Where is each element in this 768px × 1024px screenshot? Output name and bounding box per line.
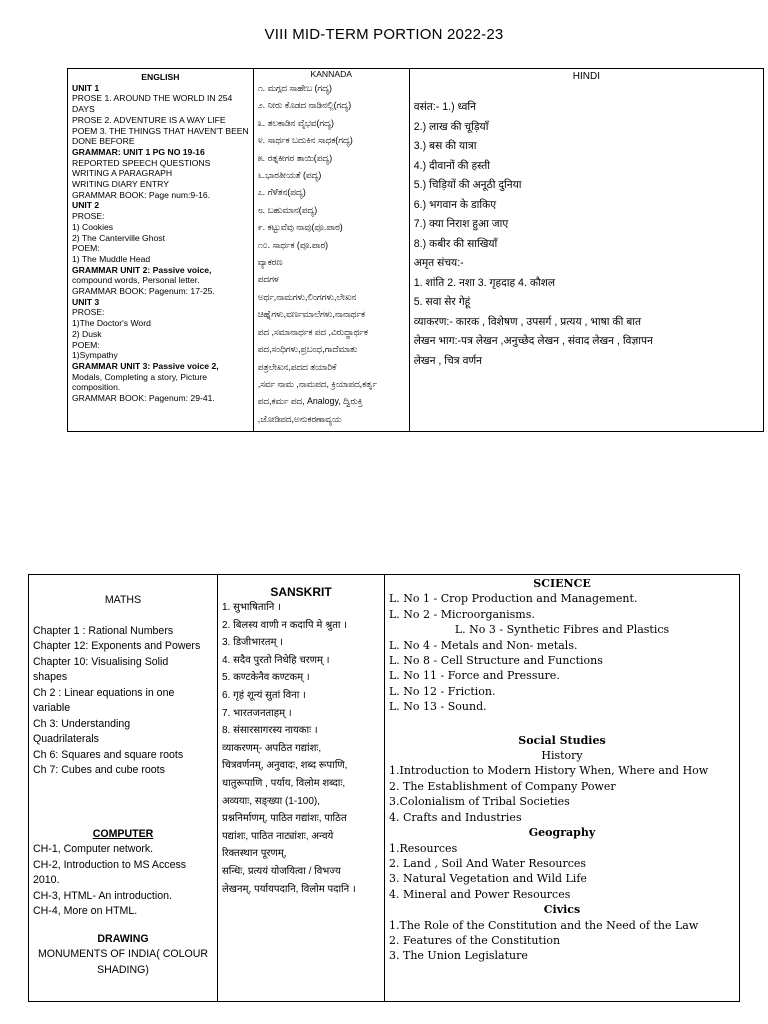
drawing-line: SHADING)	[97, 963, 149, 976]
history-line: 4. Crafts and Industries	[389, 810, 522, 824]
english-line: 1) Cookies	[72, 221, 114, 232]
maths-line: Chapter 1 : Rational Numbers	[33, 624, 174, 637]
english-line: WRITING DIARY ENTRY	[72, 179, 169, 190]
geography-line: 1.Resources	[389, 841, 458, 855]
science-line: L. No 11 - Force and Pressure.	[389, 669, 560, 683]
english-line: Modals, Completing a story, Picture	[72, 371, 208, 382]
sanskrit-line: 1. सुभाषितानि ।	[222, 602, 281, 613]
kannada-line: ೧೦. ಸಾರ್ಥಕ (ಪೂ.ಪಾಠ)	[257, 239, 329, 250]
sanskrit-line: 3. डिजीभारतम् ।	[222, 637, 284, 649]
sanskrit-line: प्रश्ननिर्माणम्, पाठित गद्यांशः, पाठित	[222, 813, 347, 825]
maths-line: Ch 6: Squares and square roots	[33, 748, 184, 761]
english-line: 1) The Muddle Head	[72, 253, 151, 264]
english-line: POEM 3. THE THINGS THAT HAVEN'T BEEN	[72, 125, 249, 136]
sanskrit-line: 8. संसारसागरस्य नायकाः ।	[222, 725, 318, 737]
maths-line: shapes	[33, 671, 68, 683]
hindi-line: 8.) कबीर की साखियाँ	[413, 237, 498, 250]
history-header: History	[541, 749, 583, 763]
civics-line: 3. The Union Legislature	[389, 949, 528, 963]
hindi-line: 2.) लाख की चूड़ियाँ	[413, 120, 489, 133]
hindi-line: 5.) चिड़ियों की अनूठी दुनिया	[413, 179, 522, 191]
kannada-line: ಚಿಹ್ನೆಗಳು,ವರ್ಣಮಾಲೆಗಳು,ನಾನಾರ್ಥಕ	[257, 309, 366, 320]
maths-list	[33, 624, 213, 779]
maths-computer-drawing-cell	[29, 575, 218, 1002]
maths-line: Ch 2 : Linear equations in one	[33, 686, 175, 699]
kannada-line: ೬.ಭಾರತೀಯತೆ (ಪದ್ಯ)	[257, 170, 322, 181]
english-line: GRAMMAR BOOK: Pagenum: 17-25.	[72, 286, 215, 297]
english-line: GRAMMAR UNIT 3: Passive voice 2,	[72, 360, 219, 371]
sanskrit-line: 5. कण्टकेनैव कण्टकम् ।	[222, 672, 310, 684]
languages-table	[67, 68, 764, 432]
geography-list	[389, 841, 735, 903]
sanskrit-line: चित्रवर्णनम्, अनुवादः, शब्द रूपाणि,	[222, 760, 348, 772]
geography-line: 4. Mineral and Power Resources	[389, 887, 571, 901]
page-title: VIII MID-TERM PORTION 2022-23	[264, 26, 504, 43]
maths-header: MATHS	[104, 594, 142, 606]
kannada-line: ೮. ಬಹುಮಾನ(ಪದ್ಯ)	[257, 204, 318, 215]
science-line: L. No 13 - Sound.	[389, 700, 487, 714]
science-line: L. No 8 - Cell Structure and Functions	[389, 654, 603, 668]
computer-line: 2010.	[33, 874, 60, 886]
science-line: L. No 3 - Synthetic Fibres and Plastics	[454, 623, 670, 637]
english-line: PROSE 2. ADVENTURE IS A WAY LIFE	[72, 114, 226, 125]
sanskrit-line: सन्धिः, प्रत्ययं योजयित्वा / विभज्य	[222, 865, 341, 877]
english-line: composition.	[72, 382, 121, 393]
hindi-line: 7.) क्या निराश हुआ जाए	[413, 218, 509, 230]
maths-line: Chapter 10: Visualising Solid	[33, 655, 169, 668]
hindi-line: 6.) भगवान के डाकिए	[413, 198, 497, 211]
kannada-line: ೯. ಕಟ್ಟುವೆವು ನಾವು(ಪೂ.ಪಾಠ)	[257, 222, 343, 233]
kannada-line: ಪದ,ಸಂಧಿಗಳು,ಪ್ರಬಂಧ,ಗಾದೆಮಾತು	[257, 344, 358, 355]
maths-line: Ch 7: Cubes and cube roots	[33, 764, 165, 776]
science-header: SCIENCE	[533, 577, 591, 590]
english-line: PROSE 1. AROUND THE WORLD IN 254	[72, 93, 233, 104]
computer-line: CH-1, Computer network.	[33, 843, 154, 855]
sanskrit-cell	[218, 575, 385, 1002]
science-line: L. No 1 - Crop Production and Management.	[389, 592, 638, 606]
kannada-cell	[253, 69, 409, 432]
hindi-line: 5. सवा सेर गेहूं	[413, 296, 471, 308]
computer-list	[33, 842, 213, 920]
social-studies-header: Social Studies	[518, 733, 606, 747]
kannada-line: ೩. ತಲಕಾಡಿನ ವೈಭವ(ಗದ್ಯ)	[257, 117, 334, 128]
english-line: compound words, Personal letter.	[72, 275, 200, 286]
history-list	[389, 763, 735, 825]
science-line: L. No 12 - Friction.	[389, 684, 496, 698]
history-line: 1.Introduction to Modern History When, Where and How	[389, 764, 709, 778]
english-line: GRAMMAR UNIT 2: Passive voice,	[72, 264, 212, 275]
english-line: PROSE:	[72, 211, 105, 222]
geography-header: Geography	[528, 826, 596, 840]
subjects-table	[28, 574, 740, 1002]
sanskrit-line: पद्यांशः, पाठित नाट्यांशः, अन्वये	[222, 830, 334, 842]
english-header: ENGLISH	[141, 72, 180, 82]
history-line: 2. The Establishment of Company Power	[389, 779, 616, 793]
kannada-line: ,ಜೋಡಿಪದ,ಅನುಕರಣಾವ್ಯಯ	[257, 413, 342, 424]
kannada-line: ೧. ಮಗ್ಗದ ಸಾಹೇಬ (ಗದ್ಯ)	[257, 83, 332, 93]
geography-line: 2. Land , Soil And Water Resources	[389, 856, 587, 870]
drawing-list	[33, 947, 213, 978]
sanskrit-list	[222, 599, 380, 898]
english-line: 1)The Doctor's Word	[72, 318, 151, 329]
english-line: 2) Dusk	[72, 328, 102, 339]
computer-line: CH-4, More on HTML.	[33, 905, 138, 917]
science-list	[389, 591, 735, 714]
sanskrit-line: 2. बिलस्य वाणी न कदापि मे श्रुता ।	[222, 619, 348, 631]
kannada-line: ಅರ್ಥ,ನಾಮಗಳು,ಲಿಂಗಗಳು,ಲೇಖನ	[257, 291, 357, 302]
sanskrit-line: रिक्तस्थान पूरणम्,	[222, 848, 287, 860]
science-line: L. No 4 - Metals and Non- metals.	[389, 638, 578, 652]
english-line: DAYS	[72, 104, 95, 115]
kannada-header: KANNADA	[310, 69, 353, 79]
maths-line: Quadrilaterals	[33, 733, 99, 745]
english-cell	[68, 69, 254, 432]
science-social-cell	[385, 575, 740, 1002]
hindi-line: लेखन , चित्र वर्णन	[413, 354, 482, 367]
english-line: POEM:	[72, 243, 100, 254]
hindi-line: वसंत:- 1.) ध्वनि	[413, 101, 477, 113]
hindi-line: लेखन भाग:-पत्र लेखन ,अनुच्छेद लेखन , संवाद लेखन , विज्ञापन	[413, 335, 653, 347]
kannada-line: ೫. ರತ್ನಕೀಗರ ತಾಯಿ(ಪದ್ಯ)	[257, 152, 333, 163]
sanskrit-line: व्याकरणम्- अपठित गद्यांशः,	[222, 742, 322, 754]
sanskrit-line: 7. भारतजनताहम् ।	[222, 707, 292, 719]
civics-list	[389, 918, 735, 964]
civics-line: 1.The Role of the Constitution and the Need of the Law	[389, 918, 699, 932]
english-line: UNIT 1	[72, 82, 100, 93]
kannada-line: ಪದ ,ಸಮಾನಾರ್ಥಕ ಪದ ,ವಿರುದ್ಧಾರ್ಥಕ	[257, 326, 368, 337]
hindi-line: व्याकरण:- कारक , विशेषण , उपसर्ग , प्रत्यय , भाषा की बात	[413, 315, 642, 328]
sanskrit-line: धातुरूपाणि , पर्याय, विलोम शब्दाः,	[222, 777, 346, 789]
computer-line: CH-2, Introduction to MS Access	[33, 858, 187, 871]
hindi-line: 4.) दीवानों की हस्ती	[413, 159, 490, 172]
hindi-line: 1. शांति 2. नशा 3. गृहदाह 4. कौशल	[413, 276, 556, 289]
civics-line: 2. Features of the Constitution	[389, 933, 561, 947]
history-line: 3.Colonialism of Tribal Societies	[389, 795, 570, 809]
hindi-line: 3.) बस की यात्रा	[413, 140, 477, 152]
english-line: 1)Sympathy	[72, 350, 118, 361]
science-line: L. No 2 - Microorganisms.	[389, 607, 535, 621]
drawing-header: DRAWING	[97, 932, 149, 945]
kannada-line: ೨. ನೀರು ಕೊಡದ ನಾಡಿನಲ್ಲಿ(ಗದ್ಯ)	[257, 100, 352, 111]
drawing-line: MONUMENTS OF INDIA( COLOUR	[37, 948, 209, 960]
english-line: GRAMMAR BOOK: Pagenum: 29-41.	[72, 393, 215, 404]
kannada-line: ೭. ಗೆಳೆತನ(ಪದ್ಯ)	[257, 187, 306, 198]
hindi-cell	[409, 69, 763, 432]
geography-line: 3. Natural Vegetation and Wild Life	[389, 872, 587, 886]
english-line: REPORTED SPEECH QUESTIONS	[72, 157, 211, 168]
english-line: UNIT 3	[72, 296, 100, 307]
sanskrit-line: 4. सदैव पुरतो निधेहि चरणम् ।	[222, 654, 330, 666]
english-line: PROSE:	[72, 307, 105, 318]
kannada-line: ಪದಗಳ	[257, 274, 279, 285]
kannada-line: ಪದ,ಕರ್ಮ ಪದ, Analogy, ದ್ವಿರುಕ್ತಿ	[257, 396, 363, 407]
maths-line: Chapter 12: Exponents and Powers	[33, 640, 201, 652]
computer-line: CH-3, HTML- An introduction.	[33, 889, 172, 902]
civics-header: Civics	[543, 903, 581, 917]
maths-line: variable	[33, 702, 71, 714]
english-line: DONE BEFORE	[72, 136, 135, 147]
hindi-line: अमृत संचय:-	[413, 257, 464, 269]
english-line: GRAMMAR BOOK: Page num:9-16.	[72, 189, 211, 200]
english-line: UNIT 2	[72, 200, 100, 211]
kannada-line: ೪. ಸಾರ್ಥಕ ಬದುಕಿನ ಸಾಧಕ(ಗದ್ಯ)	[257, 135, 353, 146]
sanskrit-line: लेखनम्, पर्यायपदानि, विलोम पदानि ।	[222, 883, 356, 895]
sanskrit-line: 6. गृहं शून्यं सुतां विना ।	[222, 689, 306, 701]
kannada-line: ವ್ಯಾಕರಣ	[257, 257, 283, 268]
english-line: 2) The Canterville Ghost	[72, 232, 165, 243]
kannada-line: ,ಸರ್ವ ನಾಮ ,ನಾಮಪದ, ಕ್ರಿಯಾಪದ,ಕರ್ತೃ	[257, 378, 377, 389]
computer-header: COMPUTER	[92, 827, 154, 840]
english-line: GRAMMAR: UNIT 1 PG NO 19-16	[72, 146, 205, 157]
sanskrit-header: SANSKRIT	[270, 585, 332, 599]
english-line: POEM:	[72, 339, 100, 350]
hindi-header: HINDI	[572, 71, 600, 82]
sanskrit-line: अव्ययाः, सङ्ख्या (1-100),	[222, 795, 320, 807]
maths-line: Ch 3: Understanding	[33, 717, 131, 730]
english-line: WRITING A PARAGRAPH	[72, 168, 173, 179]
kannada-line: ಪತ್ರಲೇಖನ,ಪದದ ತಯಾರಿಕೆ	[257, 361, 337, 372]
